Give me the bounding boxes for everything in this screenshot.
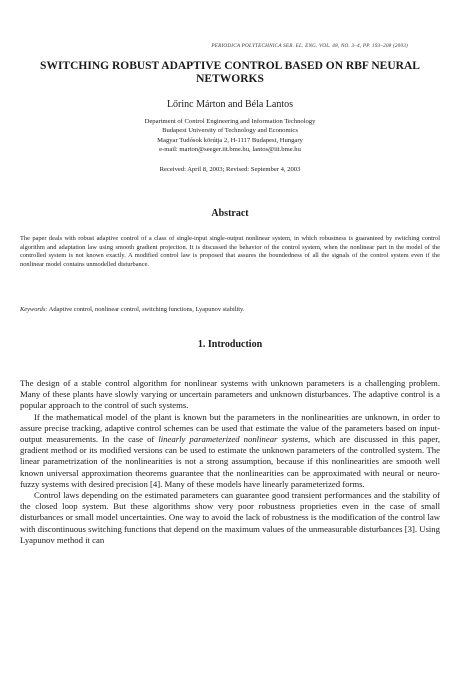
abstract-text: The paper deals with robust adaptive control of a class of single-input single-output nonlinear system, in which robustness is guaranteed by switching control algorithm and adaptation law using smooth gradient projection. It is discussed the behavior of the control system, when the nonlinear part in the model of the controlled system is not known exactly. A modified control law is proposed that assures the boundedness of all the signals of the control system even if the nonlinear model contains unmodelled disturbance.: [20, 235, 440, 268]
received-dates: Received: April 8, 2003; Revised: September 4, 2003: [159, 166, 301, 173]
keywords-list: Adaptive control, nonlinear control, switching functions, Lyapunov stability.: [48, 306, 245, 313]
emphasis-text: linearly parameterized nonlinear systems,: [158, 434, 311, 445]
paper-title: SWITCHING ROBUST ADAPTIVE CONTROL BASED ON RBF NEURAL NETWORKS: [40, 60, 420, 85]
abstract-heading: Abstract: [211, 208, 249, 219]
affiliation-line: Department of Control Engineering and Information Technology: [144, 118, 316, 125]
paragraph: [20, 412, 440, 490]
authors: Lőrinc Márton and Béla Lantos: [166, 99, 294, 110]
keywords: [20, 306, 440, 313]
affiliation-email: e-mail: marton@seeger.iit.bme.hu, lantos@iit.bme.hu: [159, 145, 301, 153]
paragraph-text: which are discussed in this paper, gradient method or its modified versions can be used to estimate the unknown parameters of the controlled system. The linear parametrization of the nonlinearities is not a strong assumption, because if this nonlinearities are smooth well known universal approximation theorems guarantee that the nonlinearities can be approximated with neural or neuro-fuzzy systems with desired precision [4]. Many of these models have linearly parameterized forms.: [20, 434, 440, 489]
body-text: [20, 378, 440, 546]
keywords-label: Keywords:: [20, 306, 48, 313]
section-heading: 1. Introduction: [197, 339, 263, 350]
paragraph-text: If the mathematical model of the plant is known but the parameters in the nonlinearities are unknown, in order to assure precise tracking, adaptive control schemes can be used that estimate the value of the parameters based on input-output measurements. In the case of: [20, 411, 440, 445]
paragraph: The design of a stable control algorithm for nonlinear systems with unknown parameters is a challenging problem. Many of these plants have slowly varying or uncertain parameters and unknown disturbances. The adaptive control is a popular approach to the control of such systems.: [20, 378, 440, 411]
affiliation-line: Budapest University of Technology and Economics: [162, 127, 298, 135]
paragraph: Control laws depending on the estimated parameters can guarantee good transient performances and the stability of the closed loop system. But these algorithms show very poor robustness proprieties even in the case of small disturbances or small model uncertainties. One way to avoid the lack of robustness is the modification of the control law with discontinuous switching functions that depend on the maximum values of the unmeasurable disturbances [3]. Using Lyapunov method it can: [20, 490, 440, 545]
affiliation-line: Magyar Tudósok körútja 2, H-1117 Budapest, Hungary: [157, 136, 303, 144]
journal-header: PERIODICA POLYTECHNICA SER. EL. ENG. VOL. 48, NO. 3–4, PP. 193–208 (2003): [211, 43, 408, 49]
affiliation-block: [0, 117, 460, 154]
